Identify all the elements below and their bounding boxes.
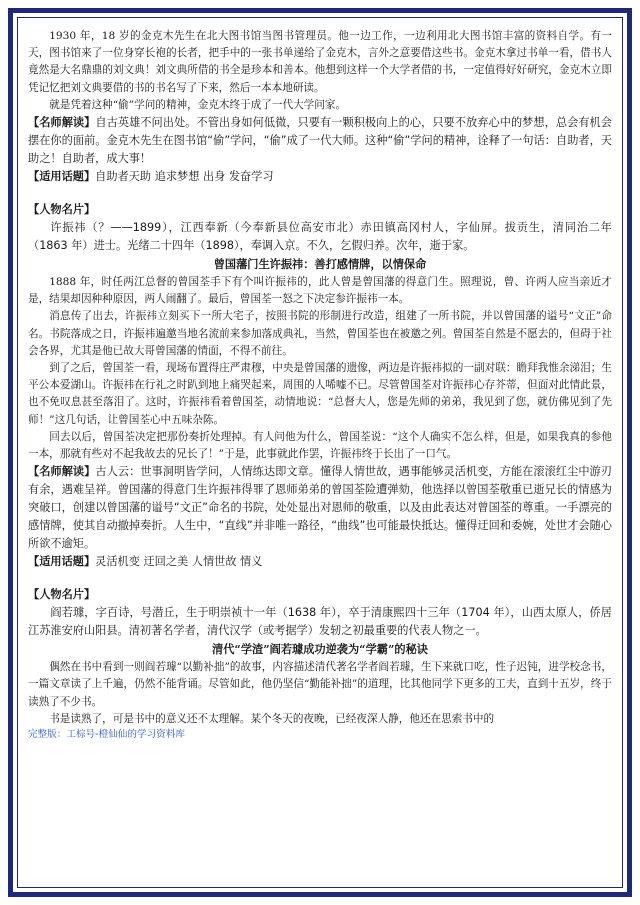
- story1-topics: [28, 168, 612, 186]
- footer-source-note: 完整版：工棕号-橙仙仙的学习资料库: [28, 729, 185, 741]
- story1-interpretation: [28, 114, 612, 168]
- topic-text: 灵活机变 迂回之美 人情世故 情义: [95, 555, 263, 569]
- story2-paragraph-4: 回去以后，曾国荃决定把那份奏折处理掉。有人问他为什么，曾国荃说：“这个人确实不怎么样，但是，如果我真的参他一本，那就有些对不起我故去的兄长了！”于是，此事就此作罢，许振祎终于长出了一口气。: [28, 430, 612, 461]
- profile-text: 阎若璩，字百诗，号潜丘，生于明崇祯十一年（1638 年），卒于清康熙四十三年（1704 年），山西太原人，侨居江苏淮安府山阳县。清初著名学者，清代汉学（或考据学）发轫之初最重要的代表人物之一。: [28, 606, 612, 638]
- topic-tag: 【适用话题】: [28, 170, 96, 184]
- profile-heading: 【人物名片】: [28, 203, 96, 217]
- story2-paragraph-3: 到了之后，曾国荃一看，现场布置得庄严肃穆，中央是曾国藩的遗像，两边是许振祎拟的一副对联：瞻拜我惟余涕泪；生平公本爱湖山。许振祎在行礼之时趴到地上痛哭起来，周围的人唏嘘不已。尽管曾国荃对许振祎心存芥蒂，但面对此情此景，也不免叹息甚至落泪了。这时，许振祎看着曾国荃，动情地说：“总督大人，您是先师的弟弟，我见到了您，就仿佛见到了先师！”这几句话，让曾国荃心中五味杂陈。: [28, 362, 612, 426]
- story-title: 清代“学渣”阎若璩成功逆袭为“学霸”的秘诀: [212, 642, 428, 657]
- topic-tag: 【适用话题】: [28, 555, 96, 569]
- interpretation-text: 自古英雄不问出处。不管出身如何低微，只要有一颗积极向上的心，只要不放弃心中的梦想，总会有机会摆在你的面前。金克木先生在图书馆“偷”学问，“偷”成了一代大师。这种“偷”学问的精神，诠释了一句话：自助者，天助之！自助者，成大事！: [28, 116, 612, 166]
- profile-text: 许振祎（？——1899），江西奉新（今奉新县位高安市北）赤田镇高冈村人，字仙屏。拔贡生，清同治二年（1863 年）进士。光绪二十四年（1898），奉调入京。不久，乞假归养。次年，逝于家。: [28, 221, 612, 253]
- story-title: 曾国藩门生许振祎：善打感情牌，以情保命: [213, 257, 427, 272]
- story2-topics: [28, 553, 612, 571]
- story2-paragraph-1: 1888 年，时任两江总督的曾国荃手下有个叫许振祎的，此人曾是曾国藩的得意门生。照理说，曾、许两人应当亲近才是，结果却因种种原因，两人闹翻了。最后，曾国荃一怒之下决定参许振祎一本。: [28, 276, 612, 306]
- story2-interpretation: [28, 463, 612, 553]
- interpretation-text: 古人云：世事洞明皆学问，人情练达即文章。懂得人情世故，遇事能够灵活机变，方能在滚滚红尘中游刃有余，遇难呈祥。曾国藩的得意门生许振祎得罪了恩师弟弟的曾国荃险遭弹劾，他选择以曾国荃敬重已逝兄长的情感为突破口，创建以曾国藩的谥号“文正”命名的书院，处处显出对恩师的敬重，以及由此表达对曾国荃的尊重。一手漂亮的感情牌，使其自动撤掉奏折。人生中，“直线”并非唯一路径，“曲线”也可能最快抵达。懂得迂回和委婉，处世才会随心所欲不逾矩。: [28, 465, 612, 551]
- document-body: [28, 28, 612, 875]
- interpretation-tag: 【名师解读】: [28, 465, 96, 479]
- story3-paragraph-2: 书是读熟了，可是书中的意义还不太理解。某个冬天的夜晚，已经夜深人静，他还在思索书中的: [49, 712, 495, 725]
- story1-paragraph: 1930 年，18 岁的金克木先生在北大图书馆当图书管理员。他一边工作，一边利用北大图书馆丰富的资料自学。有一天，图书馆来了一位身穿长袍的长者，把手中的一张书单递给了金克木，言外之意要借这些书。金克木拿过书单一看，借书人竟然是大名鼎鼎的刘文典！刘文典所借的书全是珍本和善本。他想到这样一个大学者借的书，一定值得好好研究，金克木立即凭记忆把刘文典要借的书的书名写了下来，然后一本本地研读。: [28, 30, 612, 94]
- interpretation-tag: 【名师解读】: [28, 116, 96, 130]
- story2-paragraph-2: 消息传了出去，许振祎立刻买下一所大宅子，按照书院的形制进行改造，组建了一所书院，并以曾国藩的谥号“文正”命名。书院落成之日，许振祎遍邀当地名流前来参加落成典礼，当然，曾国荃也在被邀之列。曾国荃自然是不愿去的，但碍于社会各界，尤其是他已故大哥曾国藩的情面，不得不前往。: [28, 310, 612, 357]
- story3-paragraph-1: 偶然在书中看到一则阎若璩“以勤补拙”的故事，内容描述清代著名学者阎若璩，生下来就口吃，性子迟钝，进学校念书，一篇文章读了上千遍，仍然不能背诵。尽管如此，他仍坚信“勤能补拙”的道理，比其他同学下更多的工夫，直到十五岁，终于读熟了不少书。: [28, 661, 612, 708]
- topic-text: 自助者天助 追求梦想 出身 发奋学习: [95, 170, 274, 184]
- story1-conclusion: 就是凭着这种“偷”学问的精神，金克木终于成了一代大学问家。: [49, 98, 347, 111]
- profile-heading: 【人物名片】: [28, 588, 96, 602]
